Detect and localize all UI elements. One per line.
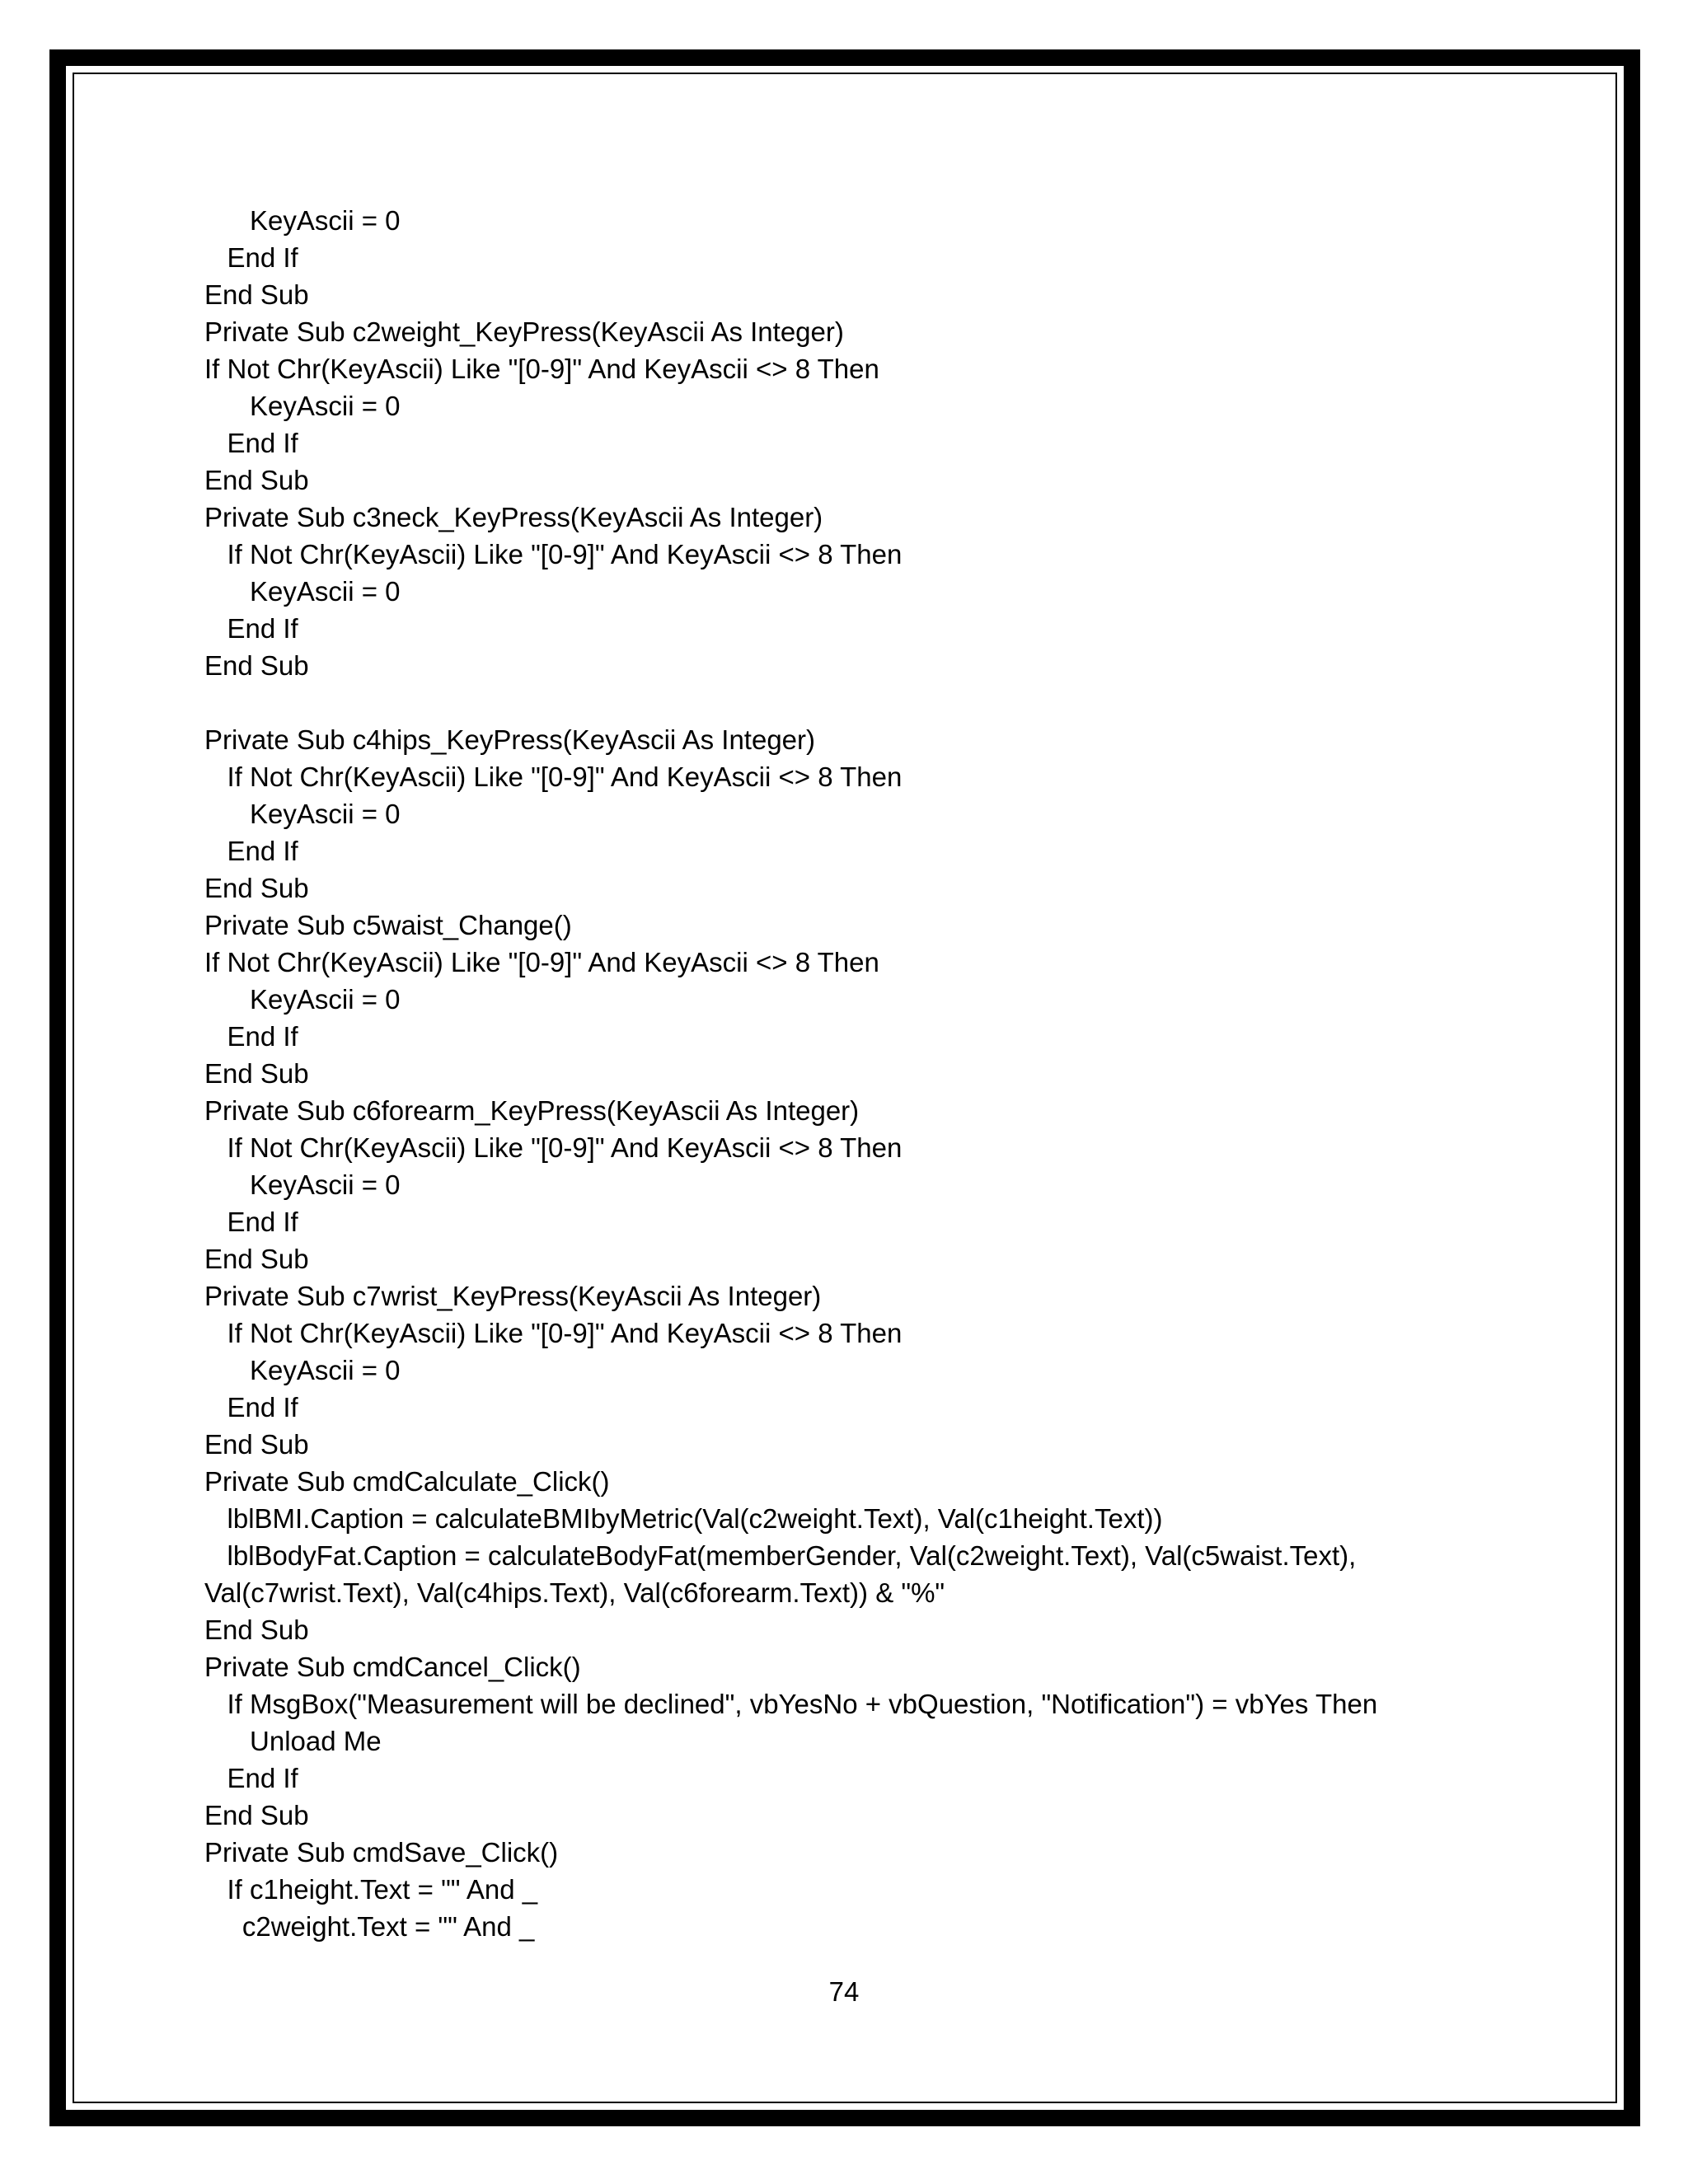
code-line: Private Sub c7wrist_KeyPress(KeyAscii As Integer) [204,1281,822,1311]
code-line: KeyAscii = 0 [204,799,401,829]
code-line: End Sub [204,1429,309,1460]
code-line: KeyAscii = 0 [204,984,401,1015]
code-line: If c1height.Text = "" And _ [204,1874,538,1905]
code-line: lblBodyFat.Caption = calculateBodyFat(memberGender, Val(c2weight.Text), Val(c5waist.Text), [204,1540,1357,1571]
code-line: End If [204,1021,298,1052]
code-line: End If [204,428,298,458]
code-line: Val(c7wrist.Text), Val(c4hips.Text), Val(c6forearm.Text)) & "%" [204,1577,945,1608]
code-line: KeyAscii = 0 [204,391,401,421]
code-line: End If [204,836,298,866]
code-line: Unload Me [204,1726,382,1756]
code-line: Private Sub c4hips_KeyPress(KeyAscii As Integer) [204,724,816,755]
code-line: End Sub [204,650,309,681]
code-line: c2weight.Text = "" And _ [204,1911,535,1942]
code-line: If Not Chr(KeyAscii) Like "[0-9]" And KeyAscii <> 8 Then [204,354,879,384]
code-line: If Not Chr(KeyAscii) Like "[0-9]" And KeyAscii <> 8 Then [204,947,879,977]
code-line: If Not Chr(KeyAscii) Like "[0-9]" And KeyAscii <> 8 Then [204,1318,903,1348]
code-line: Private Sub cmdSave_Click() [204,1837,559,1868]
code-line: Private Sub c6forearm_KeyPress(KeyAscii As Integer) [204,1095,860,1126]
code-line: KeyAscii = 0 [204,205,401,236]
code-line: End If [204,242,298,273]
code-line: lblBMI.Caption = calculateBMIbyMetric(Val(c2weight.Text), Val(c1height.Text)) [204,1503,1163,1534]
code-line: Private Sub cmdCancel_Click() [204,1652,581,1682]
code-line: If MsgBox("Measurement will be declined", vbYesNo + vbQuestion, "Notification") = vbYes Then [204,1689,1378,1719]
code-line: End Sub [204,1800,309,1830]
code-line [204,684,1490,721]
code-line: Private Sub cmdCalculate_Click() [204,1466,610,1497]
code-line: End Sub [204,1244,309,1274]
code-line: Private Sub c2weight_KeyPress(KeyAscii As Integer) [204,316,844,347]
code-line: KeyAscii = 0 [204,1355,401,1385]
code-line: End If [204,613,298,644]
code-line: End If [204,1763,298,1793]
code-line: End Sub [204,465,309,495]
page-number: 74 [828,1976,860,2007]
code-listing [204,202,1490,1945]
code-line: End If [204,1207,298,1237]
code-line: KeyAscii = 0 [204,576,401,607]
code-line: If Not Chr(KeyAscii) Like "[0-9]" And KeyAscii <> 8 Then [204,1132,903,1163]
code-line: KeyAscii = 0 [204,1169,401,1200]
code-line: End If [204,1392,298,1422]
code-line: End Sub [204,873,309,903]
code-line: End Sub [204,1058,309,1089]
code-line: If Not Chr(KeyAscii) Like "[0-9]" And KeyAscii <> 8 Then [204,762,903,792]
code-line: End Sub [204,279,309,310]
code-line: End Sub [204,1615,309,1645]
code-line: Private Sub c3neck_KeyPress(KeyAscii As Integer) [204,502,823,532]
code-line: If Not Chr(KeyAscii) Like "[0-9]" And KeyAscii <> 8 Then [204,539,903,569]
code-line: Private Sub c5waist_Change() [204,910,572,940]
